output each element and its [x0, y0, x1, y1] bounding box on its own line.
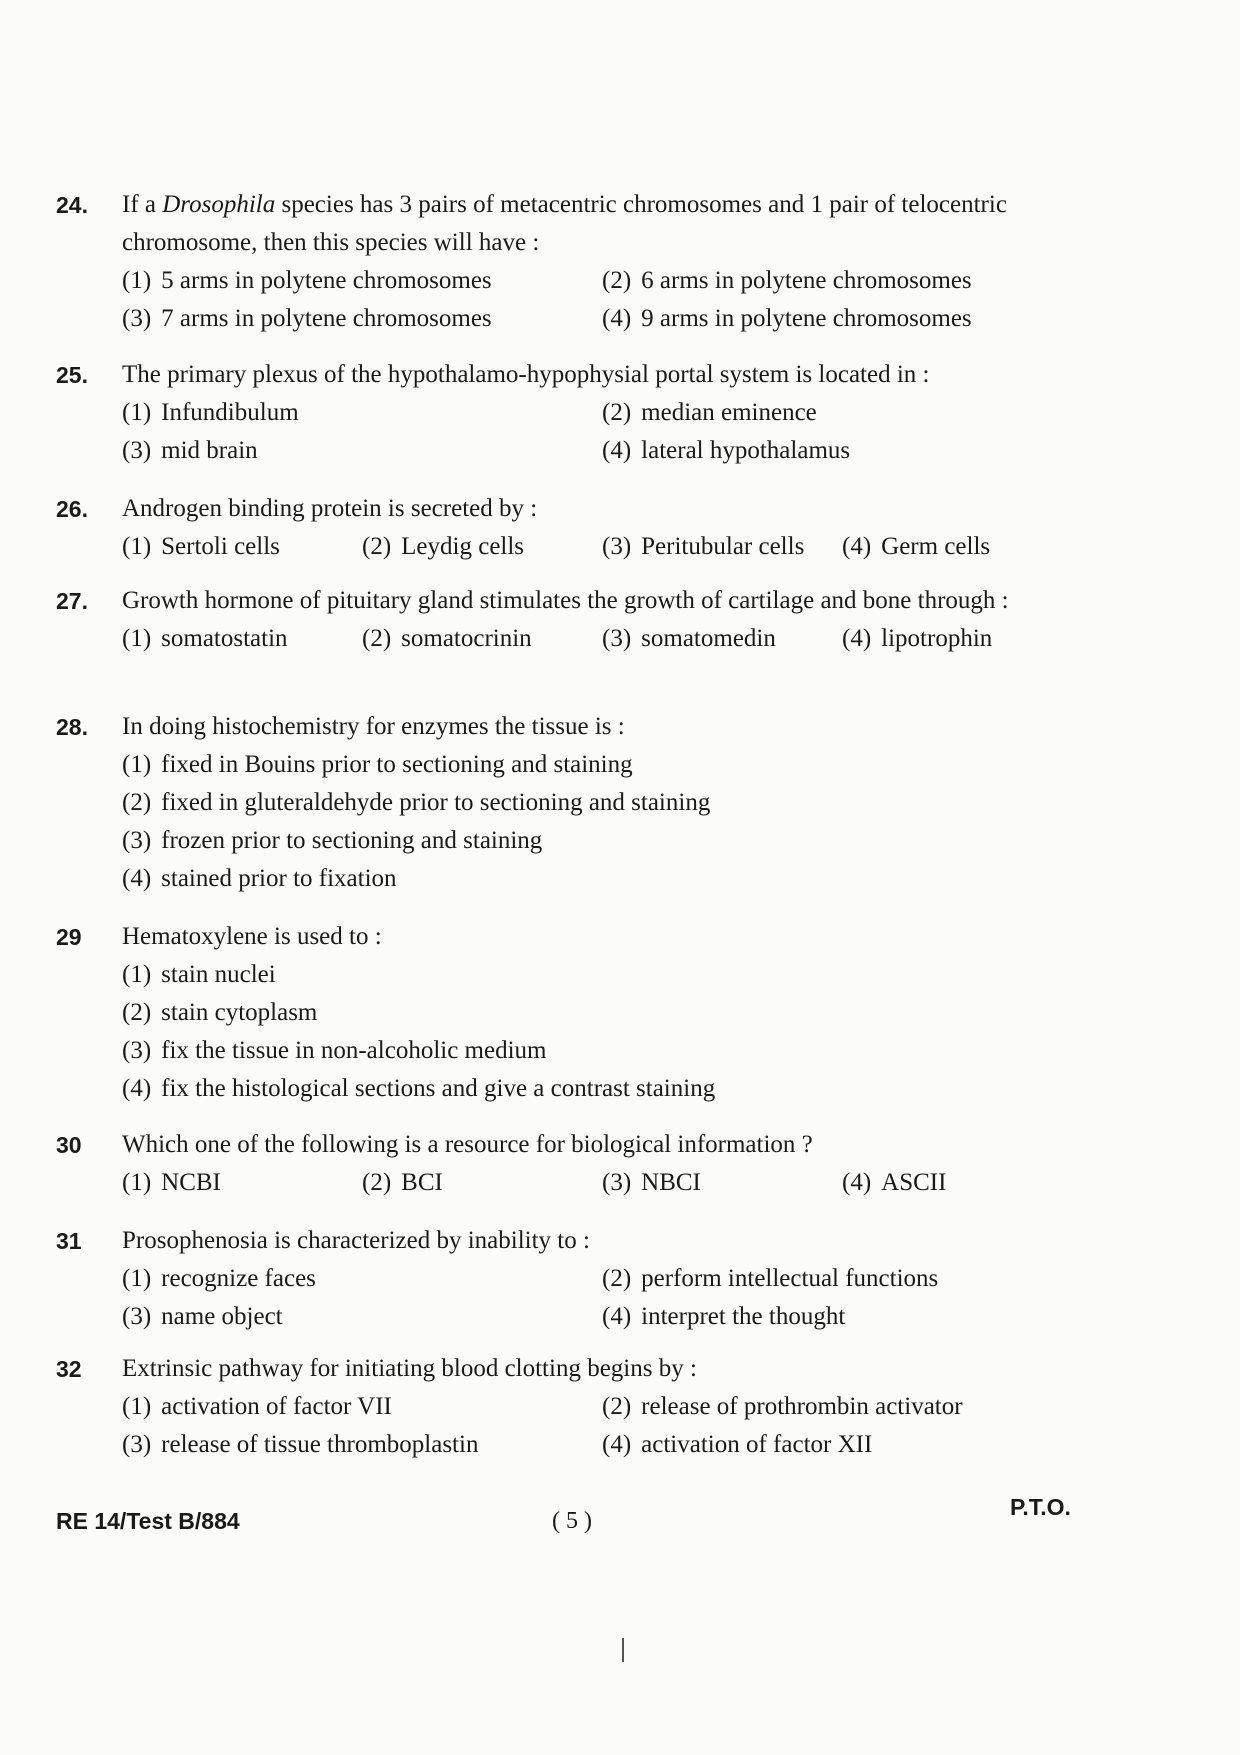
option-2: (2) perform intellectual functions [602, 1265, 939, 1292]
option-4: (4) fix the histological sections and give a contrast staining [122, 1075, 716, 1102]
options [122, 262, 1096, 338]
question-31 [56, 1222, 1096, 1336]
question-number: 28. [56, 714, 88, 740]
question-24 [56, 186, 1096, 338]
option-4: (4) ASCII [842, 1169, 947, 1196]
scan-mark [622, 1638, 624, 1662]
option-1: (1) fixed in Bouins prior to sectioning and staining [122, 751, 633, 778]
option-3: (3) Peritubular cells [602, 533, 805, 560]
option-2: (2) Leydig cells [362, 533, 525, 560]
question-text: Hematoxylene is used to : [122, 923, 382, 950]
question-text: Prosophenosia is characterized by inability to : [122, 1227, 590, 1254]
question-28 [56, 708, 1096, 898]
question-number: 29 [56, 924, 82, 950]
option-1: (1) somatostatin [122, 625, 288, 652]
option-1: (1) NCBI [122, 1169, 221, 1196]
option-4: (4) interpret the thought [602, 1303, 846, 1330]
option-3: (3) 7 arms in polytene chromosomes [122, 305, 492, 332]
question-text: Androgen binding protein is secreted by : [122, 495, 538, 522]
question-26 [56, 490, 1096, 566]
option-4: (4) lateral hypothalamus [602, 437, 851, 464]
option-2: (2) median eminence [602, 399, 817, 426]
option-4: (4) 9 arms in polytene chromosomes [602, 305, 972, 332]
option-2: (2) release of prothrombin activator [602, 1393, 963, 1420]
option-3: (3) name object [122, 1303, 283, 1330]
question-number: 25. [56, 362, 88, 388]
question-30 [56, 1126, 1096, 1202]
options [122, 620, 1096, 658]
question-number: 24. [56, 192, 88, 218]
options [122, 1260, 1096, 1336]
option-1: (1) Infundibulum [122, 399, 299, 426]
pto-label: P.T.O. [1010, 1494, 1071, 1520]
question-text: If a Drosophila species has 3 pairs of metacentric chromosomes and 1 pair of telocentric chromosome, then this species will have : [122, 191, 1007, 256]
option-4: (4) stained prior to fixation [122, 865, 397, 892]
option-3: (3) mid brain [122, 437, 258, 464]
question-29 [56, 918, 1096, 1108]
options [122, 746, 1096, 898]
option-3: (3) somatomedin [602, 625, 776, 652]
option-3: (3) fix the tissue in non-alcoholic medium [122, 1037, 547, 1064]
question-32 [56, 1350, 1096, 1464]
option-1: (1) 5 arms in polytene chromosomes [122, 267, 492, 294]
page-number: ( 5 ) [552, 1508, 592, 1534]
option-2: (2) 6 arms in polytene chromosomes [602, 267, 972, 294]
option-2: (2) stain cytoplasm [122, 999, 318, 1026]
question-text: The primary plexus of the hypothalamo-hypophysial portal system is located in : [122, 361, 930, 388]
question-number: 31 [56, 1228, 82, 1254]
test-code: RE 14/Test B/884 [56, 1508, 240, 1534]
question-27 [56, 582, 1096, 658]
question-number: 27. [56, 588, 88, 614]
options [122, 1388, 1096, 1464]
question-number: 30 [56, 1132, 82, 1158]
option-3: (3) NBCI [602, 1169, 701, 1196]
option-3: (3) release of tissue thromboplastin [122, 1431, 479, 1458]
question-text: Extrinsic pathway for initiating blood clotting begins by : [122, 1355, 697, 1382]
options [122, 528, 1096, 566]
question-25 [56, 356, 1096, 470]
question-text: In doing histochemistry for enzymes the tissue is : [122, 713, 625, 740]
option-1: (1) Sertoli cells [122, 533, 280, 560]
question-text: Which one of the following is a resource for biological information ? [122, 1131, 813, 1158]
option-4: (4) activation of factor XII [602, 1431, 873, 1458]
option-4: (4) lipotrophin [842, 625, 993, 652]
option-1: (1) stain nuclei [122, 961, 276, 988]
options [122, 956, 1096, 1108]
question-number: 32 [56, 1356, 82, 1382]
options [122, 1164, 1096, 1202]
option-1: (1) activation of factor VII [122, 1393, 392, 1420]
question-number: 26. [56, 496, 88, 522]
options [122, 394, 1096, 470]
option-1: (1) recognize faces [122, 1265, 316, 1292]
option-2: (2) BCI [362, 1169, 443, 1196]
question-text: Growth hormone of pituitary gland stimulates the growth of cartilage and bone through : [122, 587, 1009, 614]
option-2: (2) somatocrinin [362, 625, 532, 652]
option-4: (4) Germ cells [842, 533, 991, 560]
option-3: (3) frozen prior to sectioning and staining [122, 827, 543, 854]
option-2: (2) fixed in gluteraldehyde prior to sectioning and staining [122, 789, 711, 816]
